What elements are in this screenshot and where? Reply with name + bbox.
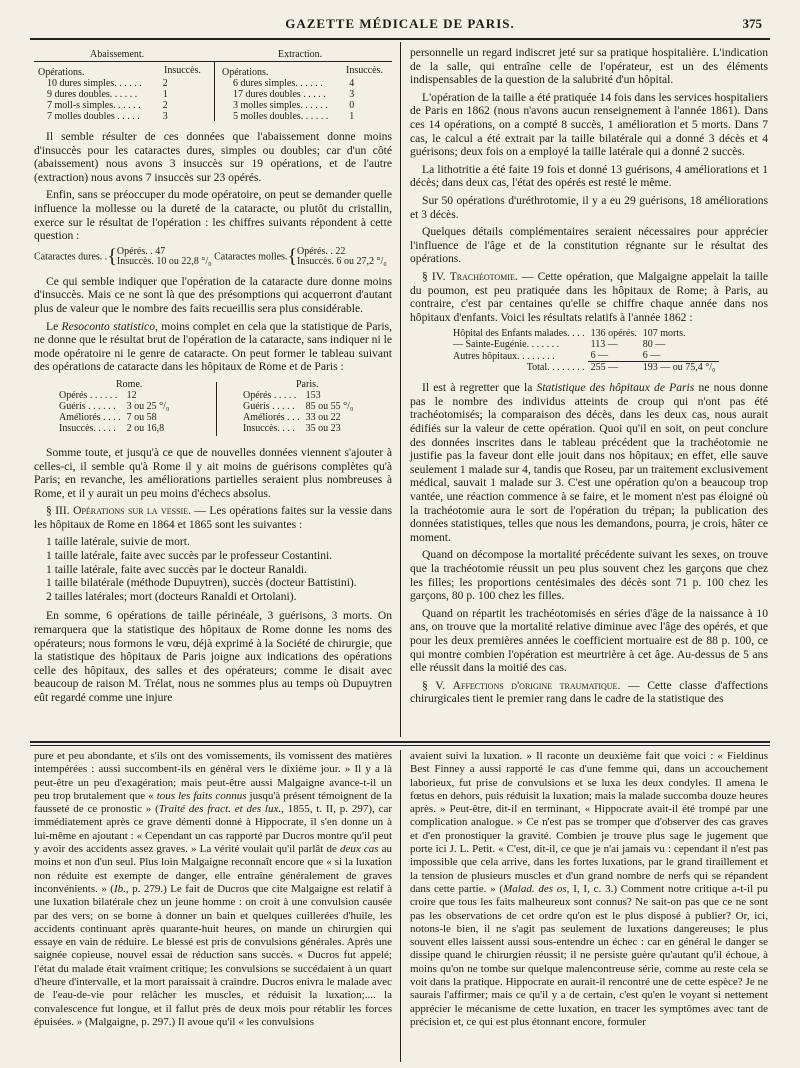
- row-label: — Sainte-Eugénie. . . . . . .: [453, 339, 560, 351]
- text: , I, I, c. 3.) Comment notre critique a-t-il pu croire que tous les faits malheureux sont connus? Ne sait-on pas que ce ne sont pas les observations de cet ordre qu'on est le plus disposé à publier? Or, ici, notons-le bien, il ne s'agit pas seulement de luxations dangereuses; le plus souvent elles laissent aussi sous-entendre un échec : car en général le danger se dissipe quand le chirurgien réussit; il ne persiste guère qu'autant qu'il échoue, à moins qu'on ne tombe sur quelque malencontreuse série, comme au reste cela se voit dans la pratique. Hippocrate en aurait-il rencontré une de cette espèce? Je ne saurais l'affirmer; mais ce qu'il y a de certain, c'est qu'en le voyant si nettement apprécier le mécanisme de cette luxation, en tracer les symptômes avec tant de précision et, ce qui est plus étonnant encore, formuler: [410, 882, 768, 1028]
- molles-ops: Opérés. . 22: [297, 245, 346, 257]
- row-label: Guéris . . . . . .: [59, 400, 116, 412]
- paragraph: Enfin, sans se préoccuper du mode opératoire, on peut se demander quelle influence la mollesse ou la dureté de la cataracte, ou plutôt du cristallin, exerce sur le résultat de l'opération : les chiffres suivants répondent à cette question :: [34, 188, 392, 243]
- table-row: [56, 390, 172, 401]
- feuilleton-left: [34, 750, 392, 1033]
- list-item: 1 taille latérale, suivie de mort.: [46, 535, 190, 549]
- paragraph: En somme, 6 opérations de taille périnéale, 3 guérisons, 3 morts. On remarquera que la statistique des hôpitaux de Rome donne les noms des opérateurs; nous formons le vœu, déjà exprimé à la Société de chirurgie, que la statistique des hôpitaux de Paris joigne aux indications des opérations celle des hôpitaux, des salles et des opérateurs; comme le disait avec beaucoup de raison M. Trélat, nous ne sommes plus au temps où Dupuytren eût regardé comme une injure: [34, 609, 392, 704]
- column-divider-top: [400, 42, 401, 737]
- paragraph: Sur 50 opérations d'uréthrotomie, il y a eu 29 guérisons, 18 améliorations et 3 décès.: [410, 193, 768, 221]
- row-ops: 6 —: [588, 350, 640, 362]
- section-number: § V.: [422, 678, 445, 692]
- paris-heading: Paris.: [296, 378, 319, 390]
- paris-rows: [240, 390, 356, 434]
- extraction-rows: [230, 78, 357, 122]
- row-label: 3 molles simples. . . . . .: [233, 100, 328, 111]
- text: Ib.: [113, 882, 126, 895]
- cataract-type-summary: [34, 247, 392, 267]
- row-value: 1: [349, 111, 355, 122]
- table-row: [44, 89, 171, 100]
- row-value: 7 ou 58: [126, 411, 157, 423]
- operations-list: [46, 535, 392, 603]
- paragraph: L'opération de la taille a été pratiquée 14 fois dans les services hospitaliers de Paris en 1862 (nous n'avons aucun renseignement à l'année 1861). Dans ces 14 opérations, on a compté 8 succès, 1 amélioration et 5 morts. Dans 7 cas, le calcul a été extrait par la taille bilatérale qui a donné 3 décès et 4 guérisons; deux fois on a employé la taille latérale qui a donné 2 succès.: [410, 90, 768, 159]
- section-title: Trachéotomie.: [449, 269, 518, 283]
- text: , p. 279.) Le fait de Ducros que cite Malgaigne est relatif à une luxation bilatérale chez un jeune homme : on croit à une convulsion causée par des vers; on se borne à donner un bain et quelques cuillerées d'huile, les accidents continuant après quarante-huit heures, on mande un chirurgien qui essaye en vain de réduire. Le blessé est pris de convulsions générales. Après une saignée copieuse, nouvel essai de réduction sans succès. « Ducros fut appelé; l'état du malade était vraiment critique; les convulsions se succédaient à un quart d'heure d'intervalle, et la mort paraissait à craindre. Ducros enivra le malade avec de l'eau-de-vie pour relâcher les muscles, et réduisit la luxation;.... la convalescence fut longue, et il fallut près de deux mois pour rétablir les forces épuisées. » (Malgaigne, p. 297.) Il avoue qu'il « les convulsions: [34, 882, 392, 1028]
- brace-icon: {: [287, 245, 298, 267]
- row-label: 7 molles doubles . . . . .: [47, 111, 140, 122]
- row-value: 3: [349, 89, 355, 100]
- section-intro: — Les opérations faites sur la vessie dans les hôpitaux de Rome en 1864 et 1865 sont les suivantes :: [34, 504, 392, 531]
- table-row: [240, 412, 356, 423]
- table-row: [240, 390, 356, 401]
- total-ops: 255 —: [590, 362, 619, 374]
- paragraph: personnelle un regard indiscret jeté sur sa pratique hospitalière. L'indication de la salle, qui entraîne celle de l'opérateur, est un des éléments indispensables de la question de la salubrité d'un hôpital.: [410, 46, 768, 87]
- row-label: 6 dures simples. . . . . .: [233, 78, 323, 89]
- journal-title: GAZETTE MÉDICALE DE PARIS.: [285, 16, 515, 31]
- text: avaient suivi la luxation. » Il raconte un deuxième fait que voici : « Fieldinus Best Finney a aussi rapporté le cas d'une femme qui, dans un accouchement laborieux, fut prise de convulsions et se luxa les deux condyles. Il amena le fœtus en dehors, puis réduisit la luxation; mais la malade succomba douze heures après. » Peut-être, dit-il en terminant, « Hippocrate avait-il été trompé par une complication analogue. » Ce n'est pas se tromper que d'observer des cas graves et d'en pronostiquer la gravité. Combien je trouve plus sage le jugement que porte ici J. L. Petit. « C'est, dit-il, ce que je n'ai jamais vu : cependant il n'est pas impossible que cela arrive, dans les fortes luxations, par le grand tiraillement et la tension de plusieurs muscles et d'un grand nombre de nerfs qui se répandent dans cette partie. » (: [410, 750, 768, 895]
- abaissement-rows: [44, 78, 171, 122]
- row-label: 5 molles doubles. . . . . .: [233, 111, 329, 122]
- row-label: Améliorés . . .: [243, 411, 300, 423]
- row-label: 10 dures simples. . . . . .: [47, 78, 142, 89]
- dures-label: Cataractes dures. .: [34, 251, 108, 263]
- feuilleton-rule: [30, 741, 770, 743]
- header-rule: [30, 38, 770, 40]
- section-number: § IV.: [422, 269, 446, 283]
- paragraph: [34, 750, 392, 1029]
- row-value: 2: [162, 100, 168, 111]
- row-value: 33 ou 22: [305, 411, 341, 423]
- text: pure et peu abondante, et s'ils ont des vomissements, ils vomissent des matières intempérées : aussi succombent-ils en général vers le dixième jour. » Il y a là peut-être un peu d'exagération; mais peut-être aussi Malgaigne avance-t-il un peu trop brutalement que «: [34, 750, 392, 802]
- row-value: 2: [162, 78, 168, 89]
- left-column: [34, 48, 392, 709]
- table-row: [230, 100, 357, 111]
- text: deux cas: [339, 843, 379, 856]
- row-morts: 80 —: [642, 339, 666, 351]
- row-morts: 6 —: [640, 350, 719, 362]
- table-row: [240, 423, 356, 434]
- row-label: 9 dures doubles. . . . . .: [47, 89, 138, 100]
- paragraph: [410, 381, 768, 544]
- paragraph: [34, 320, 392, 374]
- row-label: Insuccès. . . . .: [59, 422, 116, 434]
- text: tous les faits connus: [156, 789, 247, 802]
- statistique-title: Statistique des hôpitaux de Paris: [536, 381, 695, 395]
- text: , moins complet en cela que la statistique de Paris, ne donne que le résultat brut de l'opération de la cataracte, sans indiquer ni le mode opératoire ni le genre de cataracte. On peut former le tableau suivant des opérations de cataracte dans les hôpitaux de Rome et de Paris :: [34, 319, 392, 374]
- abaissement-heading: Abaissement.: [90, 49, 145, 60]
- table-row: [450, 339, 719, 350]
- paragraph: Quand on répartit les trachéotomisés en séries d'âge de la naissance à 10 ans, on trouve que la mortalité relative diminue avec l'âge des opérés, et que pour les deux premières années le coefficient mortuaire est de 88 p. 100, ce qui montre combien l'opération est meurtrière à cet âge. Au-dessus de 5 ans elle réussit dans la moitié des cas.: [410, 606, 768, 675]
- dures-ops: Opérés. . 47: [116, 245, 166, 257]
- list-item: 1 taille latérale, faite avec succès par le professeur Costantini.: [46, 549, 333, 563]
- row-label: Insuccès. . . .: [243, 422, 295, 434]
- table-row: [230, 78, 357, 89]
- table-divider: [214, 61, 215, 121]
- text: jusqu'à présent témoignent de la fausseté de ce pronostic » (: [34, 789, 392, 816]
- citation-title: Traité des fract. et des lux.: [158, 803, 282, 816]
- rome-paris-table: [34, 378, 392, 440]
- resoconto-title: Resoconto statistico: [61, 319, 155, 333]
- list-item: 2 tailles latérales; mort (docteurs Ranaldi et Ortolani).: [46, 589, 297, 603]
- row-label: Guéris . . . . .: [243, 400, 295, 412]
- brace-icon: {: [107, 245, 117, 267]
- row-value: 1: [162, 89, 168, 100]
- paragraph: Quand on décompose la mortalité précédente suivant les sexes, on trouve que la trachéotomie réussit un peu plus souvent chez les garçons que chez les filles; les proportions centésimales des décès sont 71 p. 100 chez les garçons, 80 p. 100 chez les filles.: [410, 548, 768, 603]
- paragraph: [410, 750, 768, 1029]
- row-morts: 107 morts.: [642, 328, 686, 340]
- table-row: [230, 111, 357, 122]
- row-value: 3: [162, 111, 168, 122]
- row-label: Améliorés . . . .: [59, 411, 121, 423]
- cataract-method-table: [34, 48, 392, 124]
- table-divider: [216, 382, 217, 436]
- rome-rows: [56, 390, 172, 434]
- molles-ins: Insuccès. 6 ou 27,2 °/₀: [297, 255, 387, 267]
- list-item: 1 taille latérale, faite avec succès par le docteur Ranaldi.: [46, 562, 308, 576]
- dures-ins: Insuccès. 10 ou 22,8 °/₀: [116, 255, 212, 267]
- table-row: [230, 89, 357, 100]
- row-value: 35 ou 23: [305, 422, 341, 434]
- text: Il est à regretter que la: [422, 381, 537, 395]
- row-value: 0: [349, 100, 355, 111]
- row-label: Opérés . . . . .: [243, 389, 297, 401]
- row-value: 3 ou 25 °/₀: [126, 400, 170, 412]
- row-value: 2 ou 16,8: [126, 422, 165, 434]
- text: Le: [46, 319, 62, 333]
- section-number: § III.: [46, 504, 70, 518]
- table-row: [56, 412, 172, 423]
- col-operations-left: Opérations.: [38, 67, 85, 78]
- extraction-heading: Extraction.: [278, 49, 323, 60]
- page-header: [30, 10, 770, 36]
- paragraph: Somme toute, et jusqu'à ce que de nouvelles données viennent s'ajouter à celles-ci, il semble qu'à Rome il y ait moins de guérisons complètes qu'à Paris; en revanche, les améliorations partielles seraient plus nombreuses à Rome, et il y aurait un peu moins d'échecs absolus.: [34, 445, 392, 500]
- paragraph: Ce qui semble indiquer que l'opération de la cataracte dure donne moins d'insuccès. Mais ce ne sont là que des présomptions qui acquerront d'autant plus de valeur que le nombre des faits recueillis sera plus considérable.: [34, 274, 392, 315]
- table-row: [44, 78, 171, 89]
- section-v-heading: [410, 679, 768, 706]
- paragraph: Il semble résulter de ces données que l'abaissement donne moins d'insuccès pour les cataractes dures, simples ou doubles; car d'un côté (abaissement) nous avons 3 insuccès sur 19 opérations, et de l'autre (extraction) nous avons 7 insuccès sur 23 opérés.: [34, 130, 392, 184]
- col-insucces-left: Insuccès.: [164, 65, 201, 76]
- total-morts: 193 — ou 75,4 °/₀: [642, 362, 716, 374]
- right-column: [410, 46, 768, 710]
- row-value: 12: [126, 389, 137, 401]
- section-title: Opérations sur la vessie.: [73, 504, 191, 518]
- feuilleton-right: [410, 750, 768, 1033]
- page-number: 375: [742, 16, 762, 31]
- row-value: 4: [349, 78, 355, 89]
- column-divider-bottom: [400, 750, 401, 1062]
- row-label: Autres hôpitaux. . . . . . . .: [453, 350, 555, 362]
- table-row: [450, 328, 719, 339]
- row-label: 7 moll-s simples. . . . . .: [47, 100, 141, 111]
- row-label: 17 dures doubles . . . . .: [233, 89, 326, 100]
- text: ne nous donne pas le nombre des individus atteints de croup qui n'ont pas été trachéotomisés; la comparaison des décès, dans les deux cas, nous aurait édifiés sur la valeur de cette opération. Quoi qu'il en soit, on peut conclure des données inscrites dans le tableau précédent que la trachéotomie ne justifie pas la faveur dont elle jouit dans nos hôpitaux; en effet, elle sauve seulement 1 malade sur 4, tandis que Roseu, par un traitement exclusivement médical, sauvait 1 malade sur 3. C'est une opération qu'on a beaucoup trop vantée, une réaction commence à se faire, et le moment n'est pas éloigné où la trachéotomie aura le sort de l'opération du trépan; la publication des données statistiques, telles que nous les demandons, pourra, je crois, hâter ce moment.: [410, 381, 768, 544]
- paragraph: La lithotritie a été faite 19 fois et donné 13 guérisons, 4 améliorations et 1 décès; dans deux cas, l'état des opérés est resté le même.: [410, 162, 768, 190]
- row-label: Opérés . . . . . .: [59, 389, 118, 401]
- text: au moins et non d'un seul. Plus loin Malgaigne reconnaît encore que « si la luxation non réduite est exempte de danger, elle entraîne généralement de graves inconvénients. » (: [34, 843, 392, 895]
- section-title: Affections d'origine traumatique.: [452, 678, 621, 692]
- feuilleton-rule-thin: [30, 745, 770, 746]
- section-iii-heading: [34, 504, 392, 531]
- table-total-row: [450, 362, 719, 374]
- section-intro: — Cette classe d'affections chirurgicales tient le premier rang dans le cadre de la statistique des: [410, 678, 768, 706]
- rome-heading: Rome.: [116, 378, 143, 390]
- table-row: [56, 401, 172, 412]
- citation-title: Malad. des os: [503, 882, 567, 895]
- section-intro: — Cette opération, que Malgaigne appelait la taille du poumon, est peu pratiquée dans les hôpitaux de Rome; à Paris, au contraire, c'est par centaines qu'elle se chiffre chaque année dans nos hôpitaux d'enfants. Voici les résultats relatifs à l'année 1862 :: [410, 269, 768, 324]
- table-rule: [34, 61, 392, 62]
- row-ops: 136 opérés.: [590, 328, 637, 340]
- col-insucces-right: Insuccès.: [346, 65, 383, 76]
- table-row: [56, 423, 172, 434]
- paragraph: Quelques détails complémentaires seraient nécessaires pour apprécier l'influence de l'âge et de la constitution régnante sur le résultat des opérations.: [410, 225, 768, 266]
- list-item: 1 taille bilatérale (méthode Dupuytren), succès (docteur Battistini).: [46, 576, 357, 590]
- text: , 1855, t. II, p. 297), car immédiatement après ce grave démenti donné à Hippocrate, il s'en donne un à lui-même en ajoutant : « Cependant un cas rapporté par Ducros montre qu'il peut y avoir des accidents assez graves. » La vérité voulait qu'il parlât de: [34, 803, 392, 856]
- row-ops: 113 —: [590, 339, 618, 351]
- row-label: Hôpital des Enfants malades. . . .: [453, 328, 585, 340]
- row-value: 153: [305, 389, 321, 401]
- section-iv-heading: [410, 270, 768, 324]
- table-row: [240, 401, 356, 412]
- col-operations-right: Opérations.: [222, 67, 269, 78]
- row-value: 85 ou 55 °/₀: [305, 400, 354, 412]
- table-row: [44, 100, 171, 111]
- molles-label: Cataractes molles.: [214, 251, 288, 263]
- total-label: Total. . . . . . . .: [526, 362, 585, 374]
- table-row: [450, 350, 719, 362]
- tracheotomy-table: [450, 328, 719, 373]
- table-row: [44, 111, 171, 122]
